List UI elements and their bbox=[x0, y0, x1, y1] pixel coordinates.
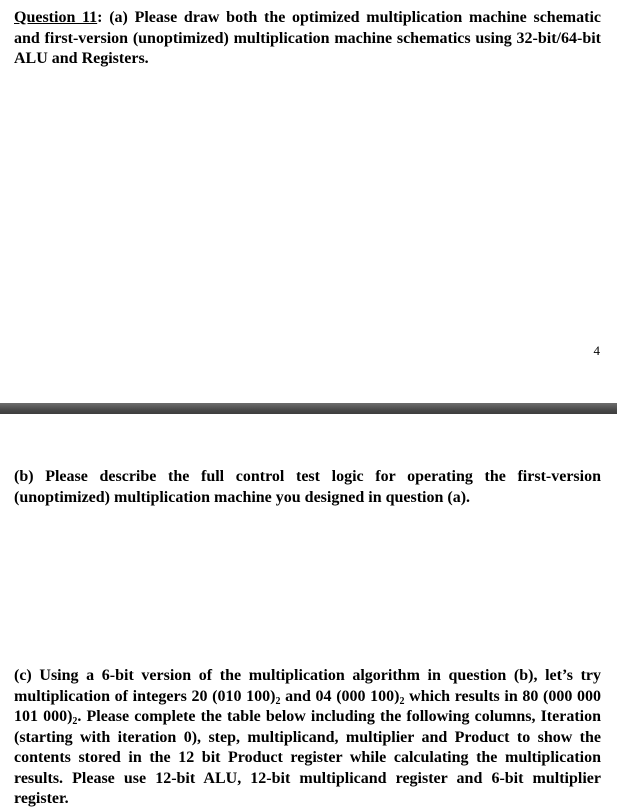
part-a-text: (a) Please draw both the optimized multiplication machine schematic and first-version (unoptimized) multiplication machine schematics using 32-bit/64-bit ALU and Registers. bbox=[14, 9, 601, 67]
part-c-text-2: and 04 (000 100) bbox=[280, 687, 400, 705]
page-number: 4 bbox=[593, 343, 600, 358]
base-subscript: 2 bbox=[275, 695, 281, 707]
part-c-text-4: . Please complete the table below including the following columns, Iteration (starting with iteration 0), step, multiplicand, multiplier and Product to show the contents stored in the 12 bit Product register while calculating the multiplication results. Please use 12-bit ALU, 12-bit multiplicand register and 6-bit multiplier register. bbox=[14, 708, 602, 807]
document-page-4 bbox=[0, 0, 617, 403]
part-c-paragraph bbox=[14, 666, 601, 810]
part-c-text-1: (c) Using a 6-bit version of the multiplication algorithm in question (b), let’s try multiplication of integers 20 (010 100) bbox=[14, 667, 601, 705]
question-label: Question 11 bbox=[14, 9, 98, 26]
document-page-5 bbox=[0, 414, 617, 808]
base-subscript: 2 bbox=[399, 695, 405, 707]
question-label-colon: : bbox=[97, 9, 103, 26]
page-divider bbox=[0, 403, 617, 414]
base-subscript: 2 bbox=[72, 716, 78, 727]
part-b-paragraph: (b) Please describe the full control test logic for operating the first-version (unoptimized) multiplication machine you designed in question (a). bbox=[14, 468, 601, 506]
question-11-part-a bbox=[14, 8, 601, 70]
part-c-text-3: which results in 80 (000 000 101 000) bbox=[14, 687, 602, 725]
